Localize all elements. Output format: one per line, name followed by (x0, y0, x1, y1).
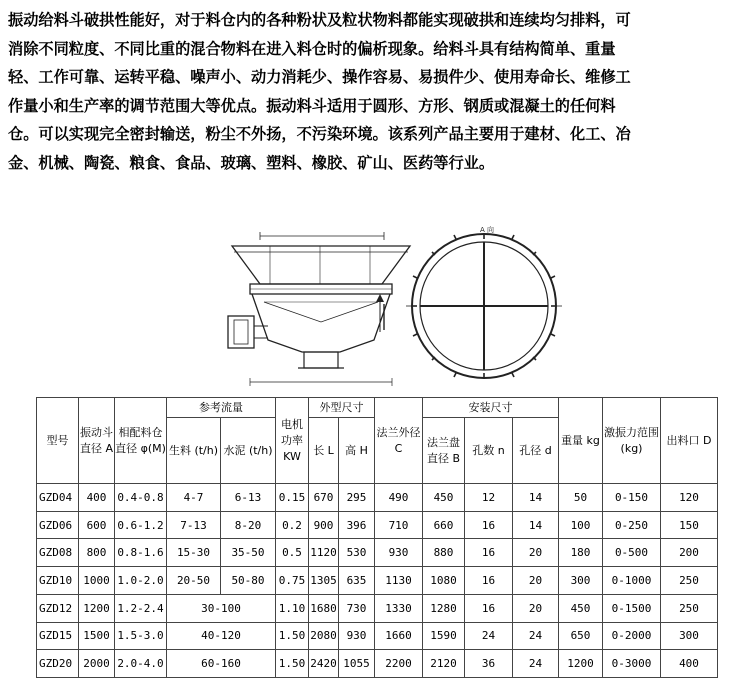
cell-excitation-range: 0-1500 (603, 594, 661, 622)
cell-hole-count: 24 (465, 622, 513, 650)
cell-hole-diameter: 20 (513, 539, 559, 567)
cell-flange-outer: 710 (375, 511, 423, 539)
header-outer-group: 外型尺寸 (309, 398, 375, 418)
cell-hole-diameter: 14 (513, 484, 559, 512)
cell-hopper-diameter: 800 (79, 539, 115, 567)
cell-hole-count: 16 (465, 539, 513, 567)
table-row (37, 484, 718, 512)
header-flow-group: 参考流量 (167, 398, 276, 418)
cell-flange-outer: 930 (375, 539, 423, 567)
cell-flange-outer: 2200 (375, 650, 423, 678)
cell-height: 635 (339, 567, 375, 595)
cell-length: 670 (309, 484, 339, 512)
intro-line: 金、机械、陶瓷、粮食、食品、玻璃、塑料、橡胶、矿山、医药等行业。 (8, 153, 494, 172)
header-motor-power: 电机功率 KW (276, 398, 309, 484)
cell-model: GZD10 (37, 567, 79, 595)
cell-flow-raw: 15-30 (167, 539, 221, 567)
cell-hole-count: 12 (465, 484, 513, 512)
cell-hopper-diameter: 1000 (79, 567, 115, 595)
cell-excitation-range: 0-250 (603, 511, 661, 539)
header-height: 高 H (339, 418, 375, 484)
cell-flow-raw: 20-50 (167, 567, 221, 595)
cell-flange-plate: 1080 (423, 567, 465, 595)
cell-silo-diameter: 1.0-2.0 (115, 567, 167, 595)
cell-weight: 100 (559, 511, 603, 539)
header-silo-diameter: 相配料仓直径 φ(M) (115, 398, 167, 484)
cell-outlet: 250 (661, 594, 718, 622)
cell-weight: 180 (559, 539, 603, 567)
cell-hole-diameter: 24 (513, 650, 559, 678)
intro-line: 消除不同粒度、不同比重的混合物料在进入料仓时的偏析现象。给料斗具有结构简单、重量 (8, 39, 616, 58)
cell-motor-power: 1.50 (276, 650, 309, 678)
table-row (37, 511, 718, 539)
cell-outlet: 200 (661, 539, 718, 567)
header-flow-raw: 生料 (t/h) (167, 418, 221, 484)
cell-model: GZD15 (37, 622, 79, 650)
cell-flow-raw: 7-13 (167, 511, 221, 539)
cell-motor-power: 0.2 (276, 511, 309, 539)
cell-motor-power: 1.50 (276, 622, 309, 650)
cell-model: GZD06 (37, 511, 79, 539)
cell-flow-combined: 60-160 (167, 650, 276, 678)
cell-silo-diameter: 1.5-3.0 (115, 622, 167, 650)
cell-outlet: 120 (661, 484, 718, 512)
intro-line: 作量小和生产率的调节范围大等优点。振动料斗适用于圆形、方形、钢质或混凝土的任何料 (8, 96, 616, 115)
cell-height: 295 (339, 484, 375, 512)
cell-motor-power: 0.5 (276, 539, 309, 567)
header-flow-cement: 水泥 (t/h) (221, 418, 276, 484)
cell-model: GZD08 (37, 539, 79, 567)
cell-weight: 450 (559, 594, 603, 622)
cell-hole-diameter: 24 (513, 622, 559, 650)
cell-motor-power: 1.10 (276, 594, 309, 622)
header-hole-count: 孔数 n (465, 418, 513, 484)
section-label: A 向 (480, 226, 495, 234)
cell-hopper-diameter: 1200 (79, 594, 115, 622)
table-row (37, 594, 718, 622)
cell-excitation-range: 0-1000 (603, 567, 661, 595)
cell-motor-power: 0.15 (276, 484, 309, 512)
cell-flange-outer: 1130 (375, 567, 423, 595)
cell-hopper-diameter: 400 (79, 484, 115, 512)
cell-hole-count: 16 (465, 511, 513, 539)
cell-hole-count: 16 (465, 567, 513, 595)
cell-hole-diameter: 20 (513, 594, 559, 622)
table-row (37, 539, 718, 567)
cell-weight: 50 (559, 484, 603, 512)
cell-silo-diameter: 1.2-2.4 (115, 594, 167, 622)
side-view-drawing (228, 232, 410, 386)
intro-line: 轻、工作可靠、运转平稳、噪声小、动力消耗少、操作容易、易损件少、使用寿命长、维修工 (8, 68, 631, 87)
cell-flow-cement: 35-50 (221, 539, 276, 567)
table-row (37, 622, 718, 650)
header-flange-plate: 法兰盘直径 B (423, 418, 465, 484)
cell-flow-combined: 30-100 (167, 594, 276, 622)
cell-flow-raw: 4-7 (167, 484, 221, 512)
cell-outlet: 150 (661, 511, 718, 539)
cell-flange-plate: 880 (423, 539, 465, 567)
top-view-drawing (406, 225, 562, 378)
cell-height: 396 (339, 511, 375, 539)
feeder-hopper-diagram (212, 222, 574, 394)
intro-line: 振动给料斗破拱性能好，对于料仓内的各种粉状及粒状物料都能实现破拱和连续均匀排料，可 (8, 11, 631, 29)
cell-length: 1120 (309, 539, 339, 567)
header-install-group: 安装尺寸 (423, 398, 559, 418)
intro-line: 仓。可以实现完全密封输送，粉尘不外扬，不污染环境。该系列产品主要用于建材、化工、冶 (8, 125, 631, 144)
cell-flange-outer: 1330 (375, 594, 423, 622)
cell-hole-count: 16 (465, 594, 513, 622)
table-row (37, 567, 718, 595)
cell-outlet: 300 (661, 622, 718, 650)
cell-height: 1055 (339, 650, 375, 678)
cell-silo-diameter: 2.0-4.0 (115, 650, 167, 678)
header-excitation-range: 激振力范围 (kg) (603, 398, 661, 484)
cell-length: 2080 (309, 622, 339, 650)
cell-hole-diameter: 14 (513, 511, 559, 539)
cell-hole-count: 36 (465, 650, 513, 678)
header-weight: 重量 kg (559, 398, 603, 484)
cell-flange-plate: 660 (423, 511, 465, 539)
cell-flange-plate: 2120 (423, 650, 465, 678)
cell-model: GZD04 (37, 484, 79, 512)
cell-flange-outer: 490 (375, 484, 423, 512)
cell-flange-plate: 450 (423, 484, 465, 512)
intro-paragraph (8, 6, 744, 178)
cell-flow-cement: 8-20 (221, 511, 276, 539)
cell-hopper-diameter: 600 (79, 511, 115, 539)
cell-hopper-diameter: 2000 (79, 650, 115, 678)
cell-weight: 300 (559, 567, 603, 595)
cell-weight: 650 (559, 622, 603, 650)
cell-excitation-range: 0-500 (603, 539, 661, 567)
table-header-row (37, 398, 718, 418)
cell-length: 2420 (309, 650, 339, 678)
spec-table (36, 397, 718, 678)
cell-silo-diameter: 0.6-1.2 (115, 511, 167, 539)
cell-flange-outer: 1660 (375, 622, 423, 650)
header-hopper-diameter: 振动斗直径 A (79, 398, 115, 484)
cell-model: GZD20 (37, 650, 79, 678)
header-flange-outer: 法兰外径 C (375, 398, 423, 484)
header-hole-diameter: 孔径 d (513, 418, 559, 484)
cell-weight: 1200 (559, 650, 603, 678)
header-model: 型号 (37, 398, 79, 484)
cell-length: 1305 (309, 567, 339, 595)
cell-excitation-range: 0-2000 (603, 622, 661, 650)
cell-silo-diameter: 0.8-1.6 (115, 539, 167, 567)
cell-excitation-range: 0-3000 (603, 650, 661, 678)
cell-outlet: 400 (661, 650, 718, 678)
cell-motor-power: 0.75 (276, 567, 309, 595)
cell-silo-diameter: 0.4-0.8 (115, 484, 167, 512)
cell-height: 530 (339, 539, 375, 567)
cell-height: 730 (339, 594, 375, 622)
cell-outlet: 250 (661, 567, 718, 595)
cell-model: GZD12 (37, 594, 79, 622)
cell-flow-combined: 40-120 (167, 622, 276, 650)
header-length: 长 L (309, 418, 339, 484)
table-row (37, 650, 718, 678)
cell-hole-diameter: 20 (513, 567, 559, 595)
cell-flow-cement: 6-13 (221, 484, 276, 512)
cell-height: 930 (339, 622, 375, 650)
cell-hopper-diameter: 1500 (79, 622, 115, 650)
cell-excitation-range: 0-150 (603, 484, 661, 512)
cell-flange-plate: 1280 (423, 594, 465, 622)
cell-flange-plate: 1590 (423, 622, 465, 650)
cell-length: 900 (309, 511, 339, 539)
header-outlet: 出料口 D (661, 398, 718, 484)
cell-flow-cement: 50-80 (221, 567, 276, 595)
cell-length: 1680 (309, 594, 339, 622)
